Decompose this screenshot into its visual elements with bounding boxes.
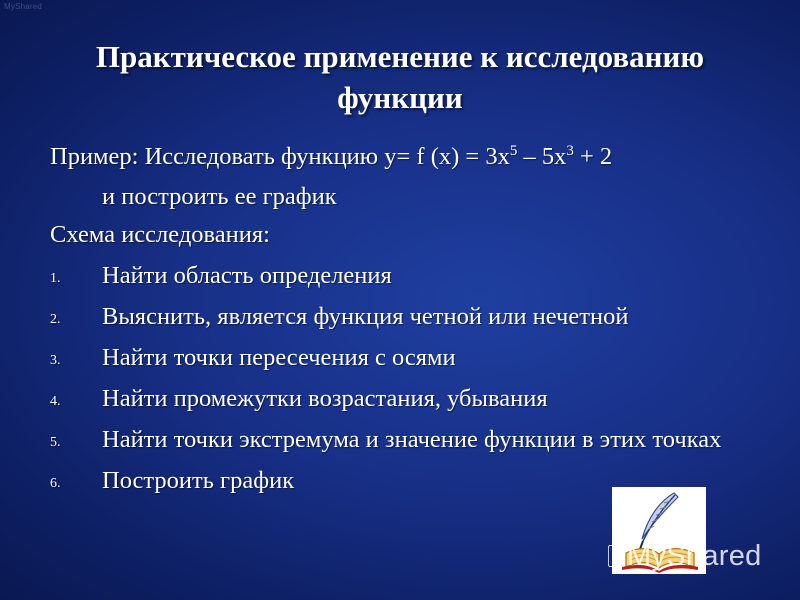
list-item (50, 384, 790, 414)
list-item-number: 1. (50, 271, 61, 286)
slide-content (50, 142, 790, 496)
slide-title: Практическое применение к исследованию функции (95, 39, 705, 115)
header-faint-text: MyShared (4, 2, 43, 11)
example-middle: – 5x (517, 143, 567, 170)
steps-list (50, 261, 790, 496)
exponent-3: 3 (566, 143, 574, 159)
list-item-text: Выяснить, является функция четной или нечетной (102, 303, 629, 330)
list-item (50, 261, 790, 291)
example-prefix: Пример: Исследовать функцию у= f (x) = 3x (50, 143, 510, 170)
example-suffix: + 2 (573, 143, 613, 170)
list-item-text: Найти точки экстремума и значение функции в этих точках (102, 426, 722, 453)
list-item-number: 4. (50, 394, 61, 409)
list-item-number: 6. (50, 476, 61, 491)
exponent-5: 5 (509, 143, 518, 159)
example-continuation: и построить ее график (102, 183, 337, 210)
watermark-text: MyShared (627, 540, 762, 572)
list-item-text: Построить график (102, 467, 295, 494)
document-icon (608, 545, 624, 567)
scheme-label: Схема исследования: (50, 221, 270, 248)
list-item-number: 5. (50, 435, 61, 450)
myshared-watermark (608, 538, 762, 574)
list-item-text: Найти точки пересечения с осями (102, 344, 456, 371)
list-item-number: 3. (50, 353, 61, 368)
list-item-text: Найти промежутки возрастания, убывания (102, 385, 548, 412)
example-line (50, 142, 790, 172)
list-item-number: 2. (50, 312, 61, 327)
list-item (50, 343, 790, 373)
list-item-text: Найти область определения (102, 262, 392, 289)
list-item (50, 302, 790, 332)
list-item (50, 425, 790, 455)
